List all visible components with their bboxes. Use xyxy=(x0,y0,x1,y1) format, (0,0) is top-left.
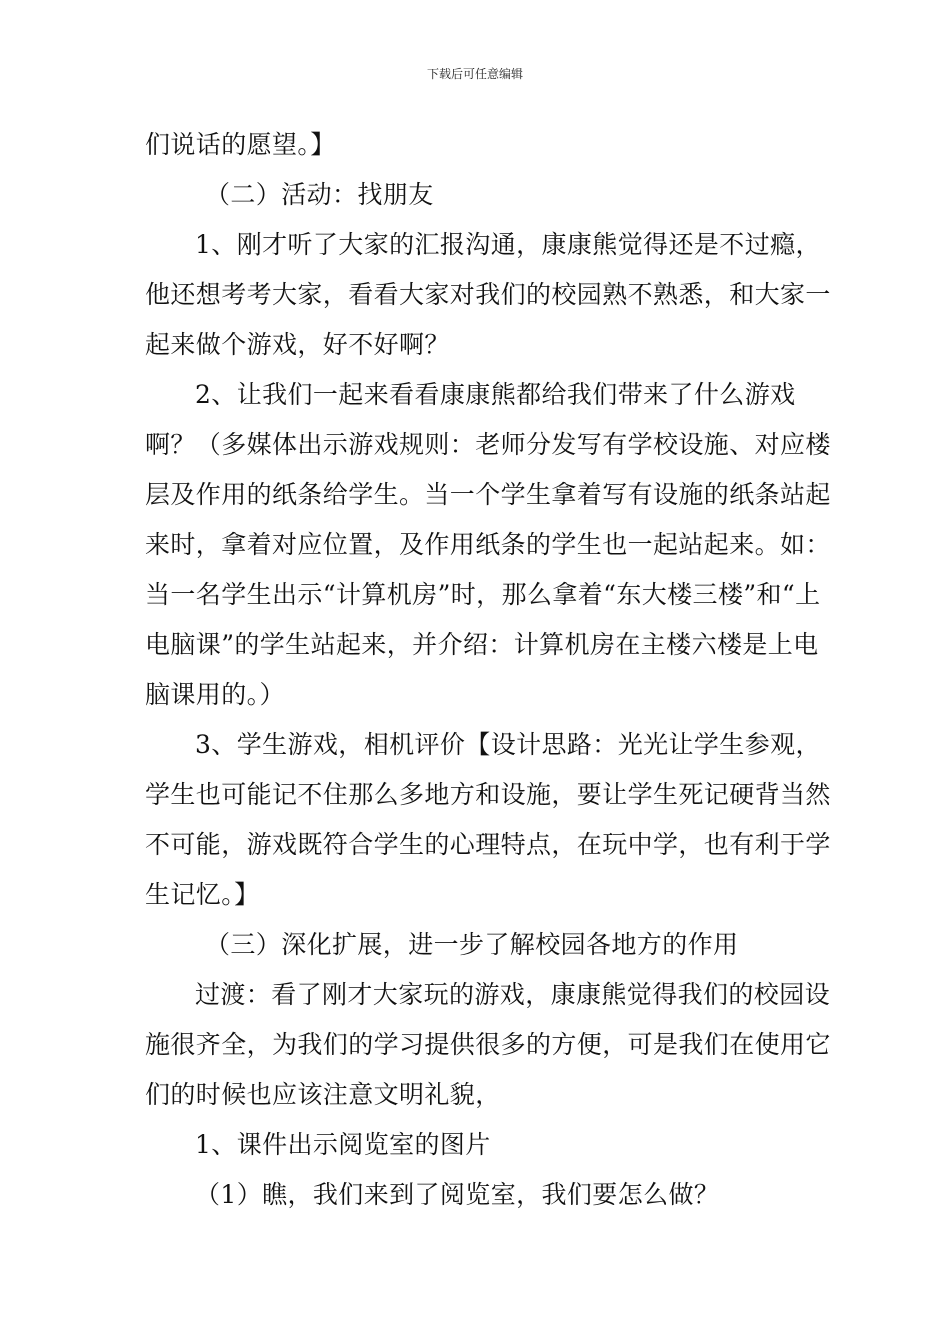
section-heading-2: （二）活动：找朋友 xyxy=(205,180,434,209)
paragraph-item-1: 1、刚才听了大家的汇报沟通，康康熊觉得还是不过瘾，他还想考考大家，看看大家对我们的校园熟不熟悉，和大家一起来做个游戏，好不好啊？ xyxy=(145,230,831,359)
paragraph-subitem-1: （1）瞧，我们来到了阅览室，我们要怎么做？ xyxy=(195,1180,720,1209)
paragraph-item-2: 2、让我们一起来看看康康熊都给我们带来了什么游戏啊？（多媒体出示游戏规则：老师分发写有学校设施、对应楼层及作用的纸条给学生。当一个学生拿着写有设施的纸条站起来时，拿着对应位置，及作用纸条的学生也一起站起来。如：当一名学生出示“计算机房”时，那么拿着“东大楼三楼”和“上电脑课”的学生站起来，并介绍：计算机房在主楼六楼是上电脑课用的。） xyxy=(145,380,831,709)
paragraph-item-courseware: 1、课件出示阅览室的图片 xyxy=(195,1130,491,1159)
page-header: 下载后可任意编辑 xyxy=(426,67,523,81)
section-heading-3: （三）深化扩展，进一步了解校园各地方的作用 xyxy=(205,930,739,959)
paragraph-continuation: 们说话的愿望。】 xyxy=(145,130,336,159)
paragraph-transition: 过渡：看了刚才大家玩的游戏，康康熊觉得我们的校园设施很齐全，为我们的学习提供很多的方便，可是我们在使用它们的时候也应该注意文明礼貌， xyxy=(145,980,831,1109)
document-body xyxy=(145,120,835,1220)
paragraph-item-3: 3、学生游戏，相机评价【设计思路：光光让学生参观，学生也可能记不住那么多地方和设施，要让学生死记硬背当然不可能，游戏既符合学生的心理特点，在玩中学，也有利于学生记忆。】 xyxy=(145,730,831,909)
